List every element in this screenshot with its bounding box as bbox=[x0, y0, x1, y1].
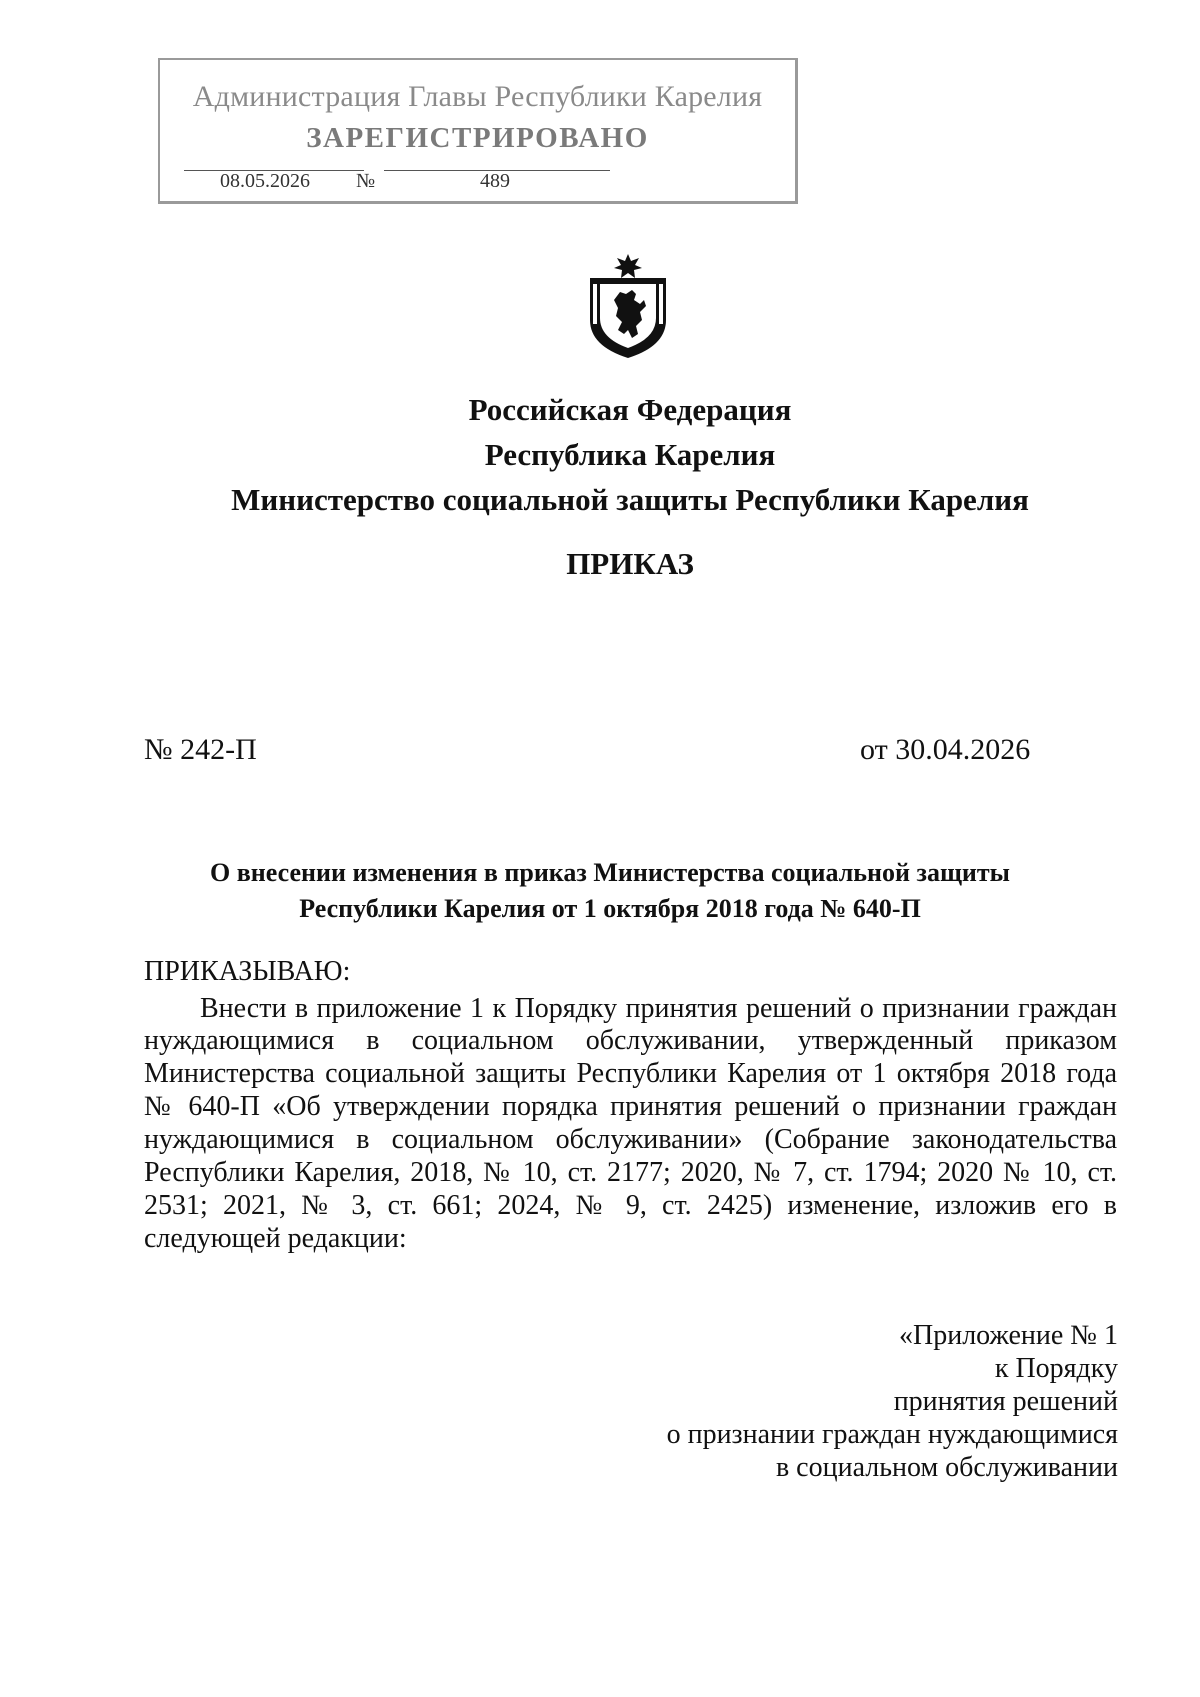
stamp-status: ЗАРЕГИСТРИРОВАНО bbox=[306, 122, 649, 154]
stamp-number-sign: № bbox=[356, 170, 376, 192]
body-line: Внести в приложение 1 к Порядку принятия решений о признании граждан bbox=[200, 993, 1117, 1024]
header-country: Российская Федерация bbox=[468, 392, 792, 427]
body-line: № 640-П «Об утверждении порядка принятия решений о признании граждан bbox=[144, 1091, 1117, 1122]
document-type: ПРИКАЗ bbox=[566, 546, 694, 581]
ordering-word: ПРИКАЗЫВАЮ: bbox=[144, 956, 351, 987]
subject-line-1: О внесении изменения в приказ Министерства социальной защиты bbox=[210, 858, 1010, 887]
karelia-coat-of-arms-icon bbox=[584, 254, 672, 358]
body-line: нуждающимися в социальном обслуживании» (Собрание законодательства bbox=[144, 1124, 1117, 1155]
body-line: следующей редакции: bbox=[144, 1223, 407, 1254]
appendix-line: принятия решений bbox=[893, 1386, 1118, 1417]
body-line: нуждающимися в социальном обслуживании, утвержденный приказом bbox=[144, 1025, 1117, 1056]
body-line: 2531; 2021, № 3, ст. 661; 2024, № 9, ст. 2425) изменение, изложив его в bbox=[144, 1190, 1117, 1221]
header-republic: Республика Карелия bbox=[484, 437, 776, 472]
appendix-line: в социальном обслуживании bbox=[775, 1452, 1118, 1483]
appendix-line: о признании граждан нуждающимися bbox=[666, 1419, 1118, 1450]
stamp-number: 489 bbox=[480, 170, 510, 192]
appendix-line: к Порядку bbox=[994, 1353, 1118, 1384]
header-ministry: Министерство социальной защиты Республики Карелия bbox=[231, 482, 1029, 517]
subject-line-2: Республики Карелия от 1 октября 2018 года № 640-П bbox=[299, 894, 921, 923]
body-line: Министерства социальной защиты Республики Карелия от 1 октября 2018 года bbox=[144, 1058, 1117, 1089]
stamp-date: 08.05.2026 bbox=[220, 170, 310, 192]
appendix-line: «Приложение № 1 bbox=[899, 1320, 1118, 1351]
order-number: № 242-П bbox=[144, 733, 257, 766]
body-line: Республики Карелия, 2018, № 10, ст. 2177; 2020, № 7, ст. 1794; 2020 № 10, ст. bbox=[144, 1157, 1117, 1188]
order-date: от 30.04.2026 bbox=[860, 733, 1031, 766]
stamp-organization: Администрация Главы Республики Карелия bbox=[192, 80, 763, 113]
